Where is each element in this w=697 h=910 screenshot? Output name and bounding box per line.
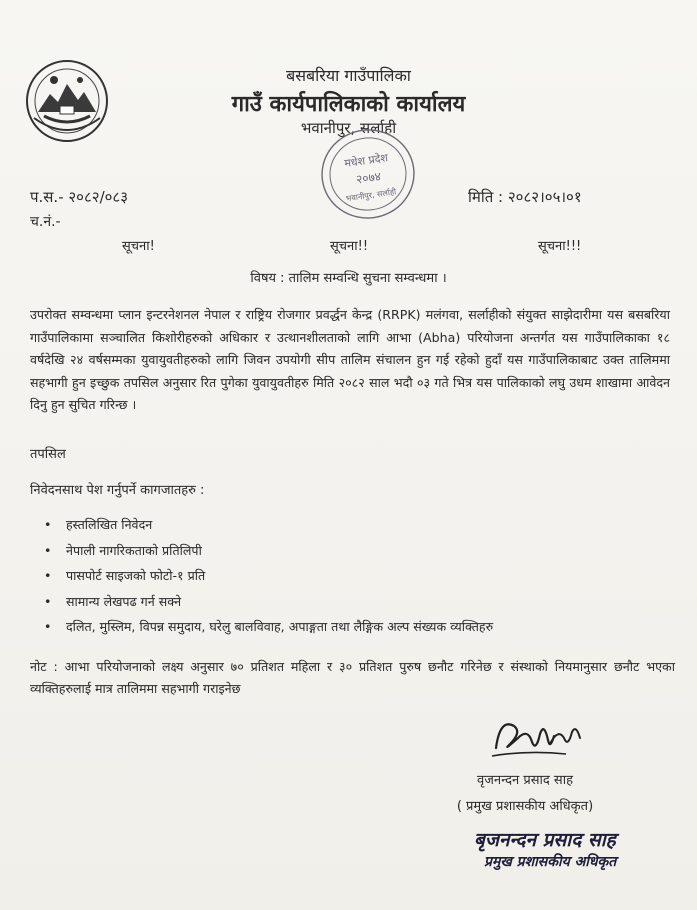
list-item [44, 512, 493, 538]
required-documents-heading: निवेदनसाथ पेश गर्नुपर्ने कागजातहरु : [30, 483, 205, 498]
office-seal-stamp [318, 126, 418, 222]
designation-stamp: प्रमुख प्रशासकीय अधिकृत [484, 854, 617, 870]
seal-text-province: मधेश प्रदेश [343, 151, 389, 171]
list-item-text: दलित, मुस्लिम, विपन्न समुदाय, घरेलु बालविवाह, अपाङ्गता तथा लैङ्गिक अल्प संख्यक व्यक्तिहरु [66, 619, 494, 634]
notice-label-1: सूचना! [122, 239, 155, 254]
list-item-text: सामान्य लेखपढ गर्न सक्ने [66, 593, 182, 609]
bullet-icon: • [44, 593, 52, 609]
notice-label-3: सूचना!!! [538, 239, 582, 254]
list-item [44, 589, 493, 615]
dispatch-number: च.नं.- [30, 214, 61, 230]
letter-date: मिति : २०८२।०५।०१ [468, 188, 582, 206]
bullet-icon: • [44, 542, 52, 558]
letter-body-paragraph: उपरोक्त सम्वन्धमा प्लान इन्टरनेशनल नेपाल र राष्ट्रिय रोजगार प्रवर्द्धन केन्द्र (RRPK) मलंगवा, सर्लाहीको संयुक्त साझेदारीमा यस बसबरिया गाउँपालिकामा सञ्चालित किशोरीहरुको अधिकार र उत्थानशीलताको लागि आभा (Abha) परियोजना अन्तर्गत यस गाउँपालिकाका १८ वर्षदेखि २४ वर्षसम्मका युवायुवतीहरुको लागि जिवन उपयोगी सीप तालिम संचालन हुन गई रहेको हुदाँ यस गाउँपालिकाबाट उक्त तालिममा सहभागी हुन इच्छुक तपसिल अनुसार रित पुगेका युवायुवतीहरु मिति २०८२ साल भदौ ०३ गते भित्र यस पालिकाको लघु उधम शाखामा आवेदन दिनु हुन सुचित गरिन्छ । [30, 307, 670, 412]
office-address: भवानीपुर, सर्लाही [300, 119, 397, 137]
seal-text-address: भवानीपुर, सर्लाही [345, 187, 397, 204]
seal-text-year: २०७४ [355, 169, 382, 187]
office-title: गाउँ कार्यपालिकाको कार्यालय [231, 92, 466, 117]
list-item-text: पासपोर्ट साइजको फोटो-१ प्रति [66, 568, 206, 583]
list-item [44, 614, 493, 640]
list-item-text: हस्तलिखित निवेदन [66, 517, 153, 532]
municipality-name: बसबरिया गाउँपालिका [286, 66, 411, 85]
handwritten-signature [488, 708, 588, 764]
notice-label-2: सूचना!! [330, 239, 369, 254]
required-documents-list [44, 512, 493, 640]
bullet-icon: • [44, 568, 52, 583]
letter-subject: विषय : तालिम सम्वन्धि सुचना सम्वन्धमा । [250, 271, 447, 286]
list-item-text: नेपाली नागरिकताको प्रतिलिपी [66, 542, 202, 558]
selection-note: नोट : आभा परियोजनाको लक्ष्य अनुसार ७० प्रतिशत महिला र ३० प्रतिशत पुरुष छनौट गरिनेछ र संस्थाको नियमानुसार छनौट भएका व्यक्तिहरुलाई मात्र तालिममा सहभागी गराइनेछ [30, 659, 675, 696]
signatory-name: वृजनन्दन प्रसाद साह [476, 773, 573, 788]
name-stamp: बृजनन्दन प्रसाद साह [474, 829, 616, 851]
reference-number: प.स.- २०८२/०८३ [30, 188, 129, 206]
details-label: तपसिल [30, 447, 66, 462]
list-item [44, 563, 493, 589]
signatory-designation: ( प्रमुख प्रशासकीय अधिकृत) [456, 799, 594, 814]
bullet-icon: • [44, 517, 52, 532]
list-item [44, 538, 493, 564]
bullet-icon: • [44, 619, 52, 634]
